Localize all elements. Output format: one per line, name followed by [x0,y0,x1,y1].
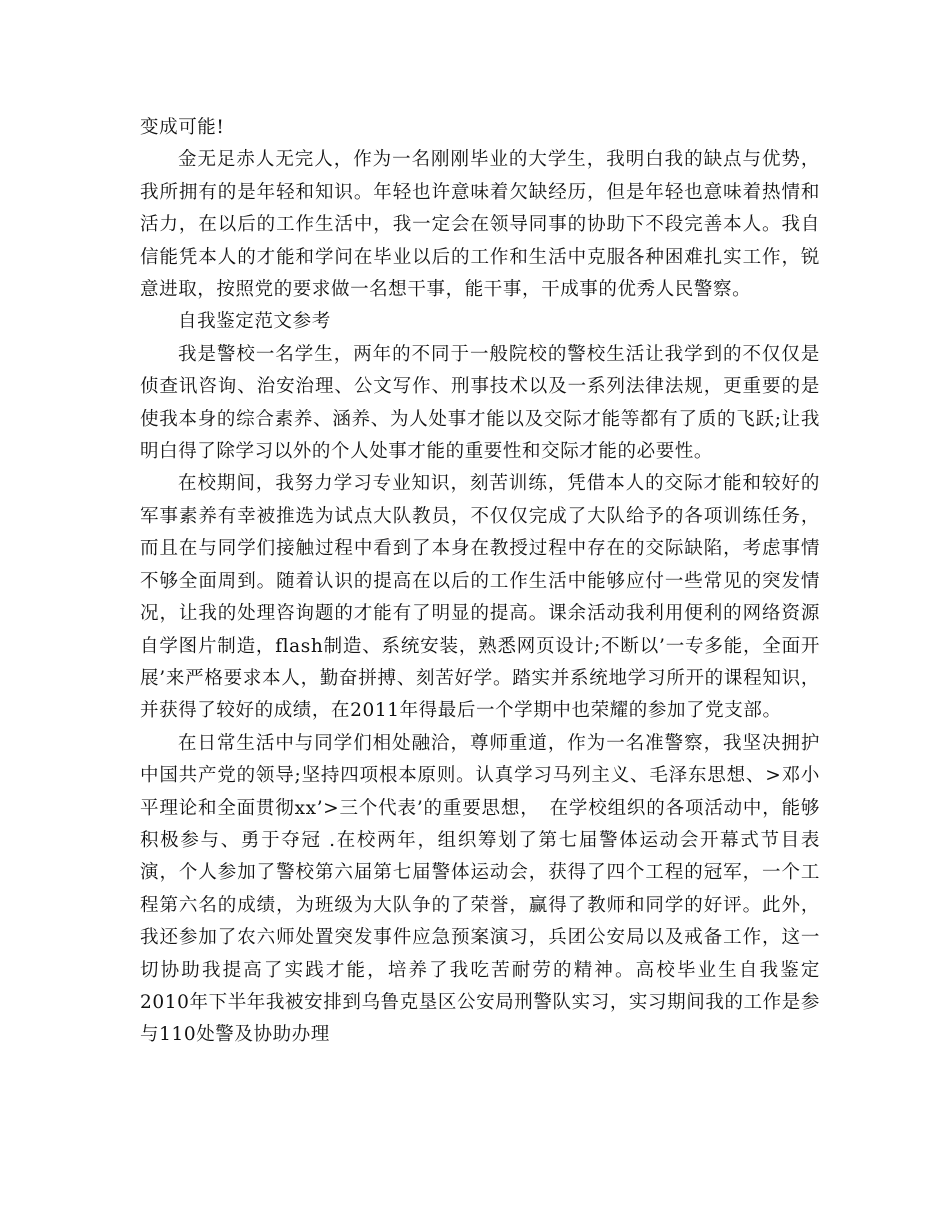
paragraph-police-school: 我是警校一名学生，两年的不同于一般院校的警校生活让我学到的不仅仅是侦查讯咨询、治安治理、公文写作、刑事技术以及一系列法律法规，更重要的是使我本身的综合素养、涵养、为人处事才能以及交际才能等都有了质的飞跃;让我明白得了除学习以外的个人处事才能的重要性和交际才能的必要性。 [140,343,820,463]
paragraph-daily-life: 在日常生活中与同学们相处融洽，尊师重道，作为一名准警察，我坚决拥护中国共产党的领导;坚持四项根本原则。认真学习马列主义、毛泽东思想、>邓小平理论和全面贯彻xx’>三个代表’的重要思想， 在学校组织的各项活动中，能够积极参与、勇于夺冠 .在校两年，组织筹划了第七届警体运动会开幕式节目表演，个人参加了警校第六届第七届警体运动会，获得了四个工程的冠军，一个工程第六名的成绩，为班级为大队争的了荣誉，赢得了教师和同学的好评。此外，我还参加了农六师处置突发事件应急预案演习，兵团公安局以及戒备工作，这一切协助我提高了实践才能，培养了我吃苦耐劳的精神。高校毕业生自我鉴定 2010年下半年我被安排到乌鲁克垦区公安局刑警队实习，实习期间我的工作是参与110处警及协助办理 [140,732,820,1046]
section-heading: 自我鉴定范文参考 [178,311,331,333]
paragraph-self-assessment: 金无足赤人无完人，作为一名刚刚毕业的大学生，我明白我的缺点与优势，我所拥有的是年轻和知识。年轻也许意味着欠缺经历，但是年轻也意味着热情和活力，在以后的工作生活中，我一定会在领导同事的协助下不段完善本人。我自信能凭本人的才能和学问在毕业以后的工作和生活中克服各种困难扎实工作，锐意进取，按照党的要求做一名想干事，能干事，干成事的优秀人民警察。 [140,149,820,301]
paragraph-continuation: 变成可能! [140,117,225,138]
document-page [140,112,820,1052]
paragraph-campus-period: 在校期间，我努力学习专业知识，刻苦训练，凭借本人的交际才能和较好的军事素养有幸被推选为试点大队教员，不仅仅完成了大队给予的各项训练任务，而且在与同学们接触过程中看到了本身在教授过程中存在的交际缺陷，考虑事情不够全面周到。随着认识的提高在以后的工作生活中能够应付一些常见的突发情况，让我的处理咨询题的才能有了明显的提高。课余活动我利用便利的网络资源自学图片制造，flash制造、系统安装，熟悉网页设计;不断以’一专多能，全面开展’来严格要求本人，勤奋拼搏、刻苦好学。踏实并系统地学习所开的课程知识，并获得了较好的成绩，在2011年得最后一个学期中也荣耀的参加了党支部。 [140,473,820,722]
